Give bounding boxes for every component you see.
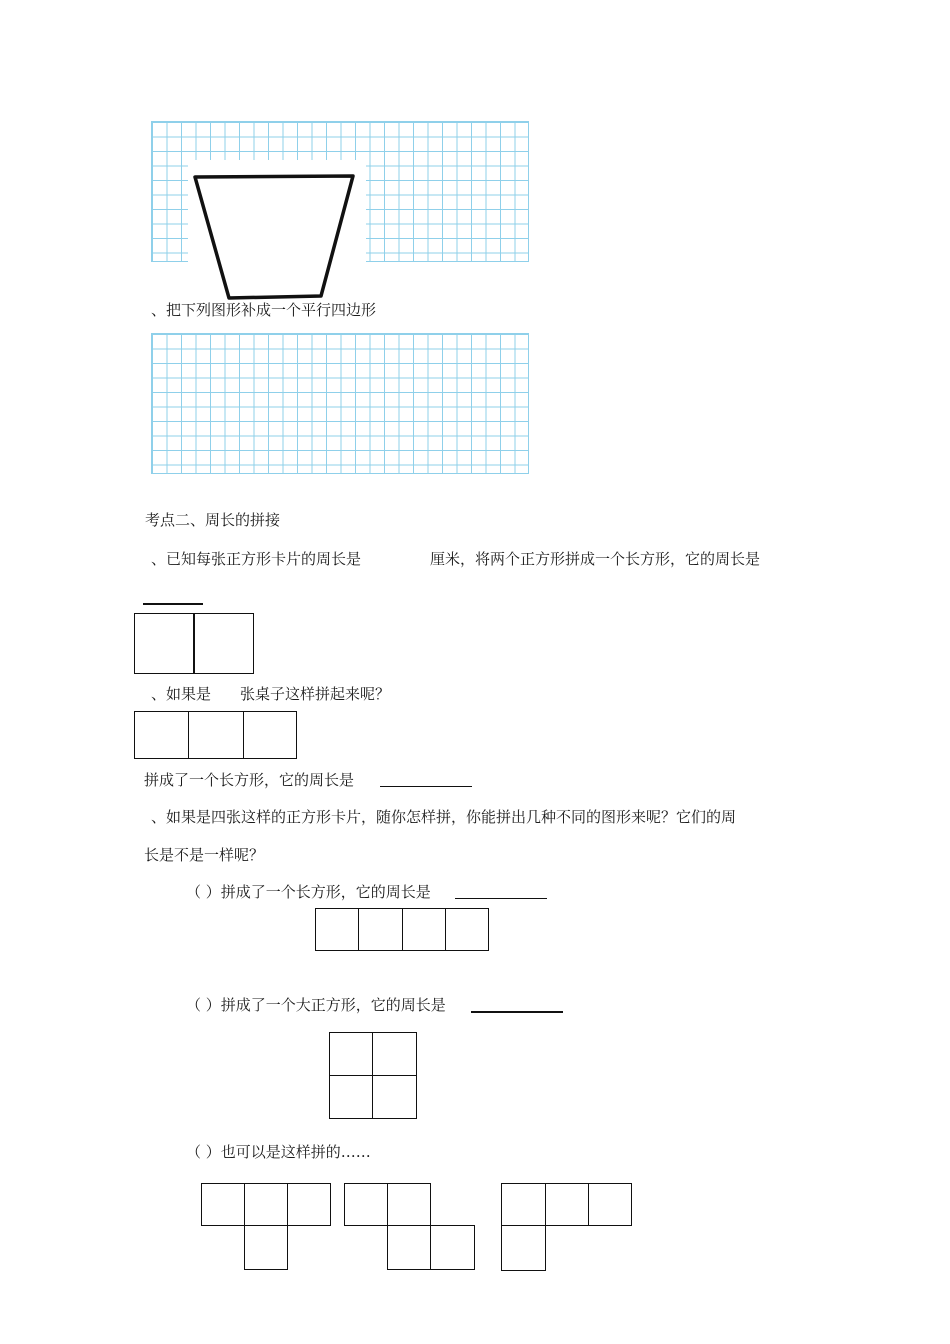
card-square: [315, 908, 359, 951]
card-square: [501, 1225, 546, 1271]
card-square: [545, 1183, 589, 1226]
table-square: [134, 711, 189, 759]
card-square: [358, 908, 403, 951]
card-square: [372, 1032, 417, 1076]
card-square: [445, 908, 489, 951]
table-square: [188, 711, 244, 759]
card-square: [287, 1183, 331, 1226]
card-square: [387, 1225, 431, 1270]
answer-blank-2[interactable]: [380, 786, 472, 787]
grid-paper-bottom: [151, 333, 529, 474]
question-3-line-1: 、如果是四张这样的正方形卡片，随你怎样拼，你能拼出几种不同的图形来呢？它们的周: [151, 808, 737, 826]
card-square: [329, 1075, 374, 1119]
question-2-result: 拼成了一个长方形，它的周长是: [144, 771, 355, 789]
card-square: [588, 1183, 632, 1226]
question-1-part-a: 、已知每张正方形卡片的周长是: [151, 550, 362, 568]
section-heading: 考点二、周长的拼接: [145, 511, 281, 529]
card-square: [329, 1032, 374, 1076]
card-square: [344, 1183, 388, 1226]
question-3-line-2: 长是不是一样呢？: [144, 846, 265, 864]
answer-blank-1[interactable]: [143, 603, 203, 605]
two-square-divider: [193, 613, 195, 674]
card-square: [387, 1183, 431, 1226]
trapezoid-figure: [185, 165, 370, 305]
card-square: [201, 1183, 245, 1226]
question-1-part-b: 厘米，将两个正方形拼成一个长方形，它的周长是: [430, 550, 761, 568]
sub-question-3: （ ）也可以是这样拼的……: [186, 1143, 371, 1161]
question-complete-parallelogram: 、把下列图形补成一个平行四边形: [151, 301, 377, 319]
answer-blank-4[interactable]: [471, 1011, 563, 1013]
card-square: [430, 1225, 475, 1270]
answer-blank-3[interactable]: [455, 898, 547, 899]
card-square: [402, 908, 446, 951]
question-2-part-a: 、如果是: [151, 685, 212, 703]
card-square: [501, 1183, 546, 1226]
sub-question-2: （ ）拼成了一个大正方形，它的周长是: [186, 996, 446, 1014]
sub-question-1: （ ）拼成了一个长方形，它的周长是: [186, 883, 431, 901]
card-square: [372, 1075, 417, 1119]
card-square: [244, 1183, 288, 1226]
card-square: [244, 1225, 288, 1270]
table-square: [243, 711, 297, 759]
question-2-part-b: 张桌子这样拼起来呢？: [240, 685, 391, 703]
